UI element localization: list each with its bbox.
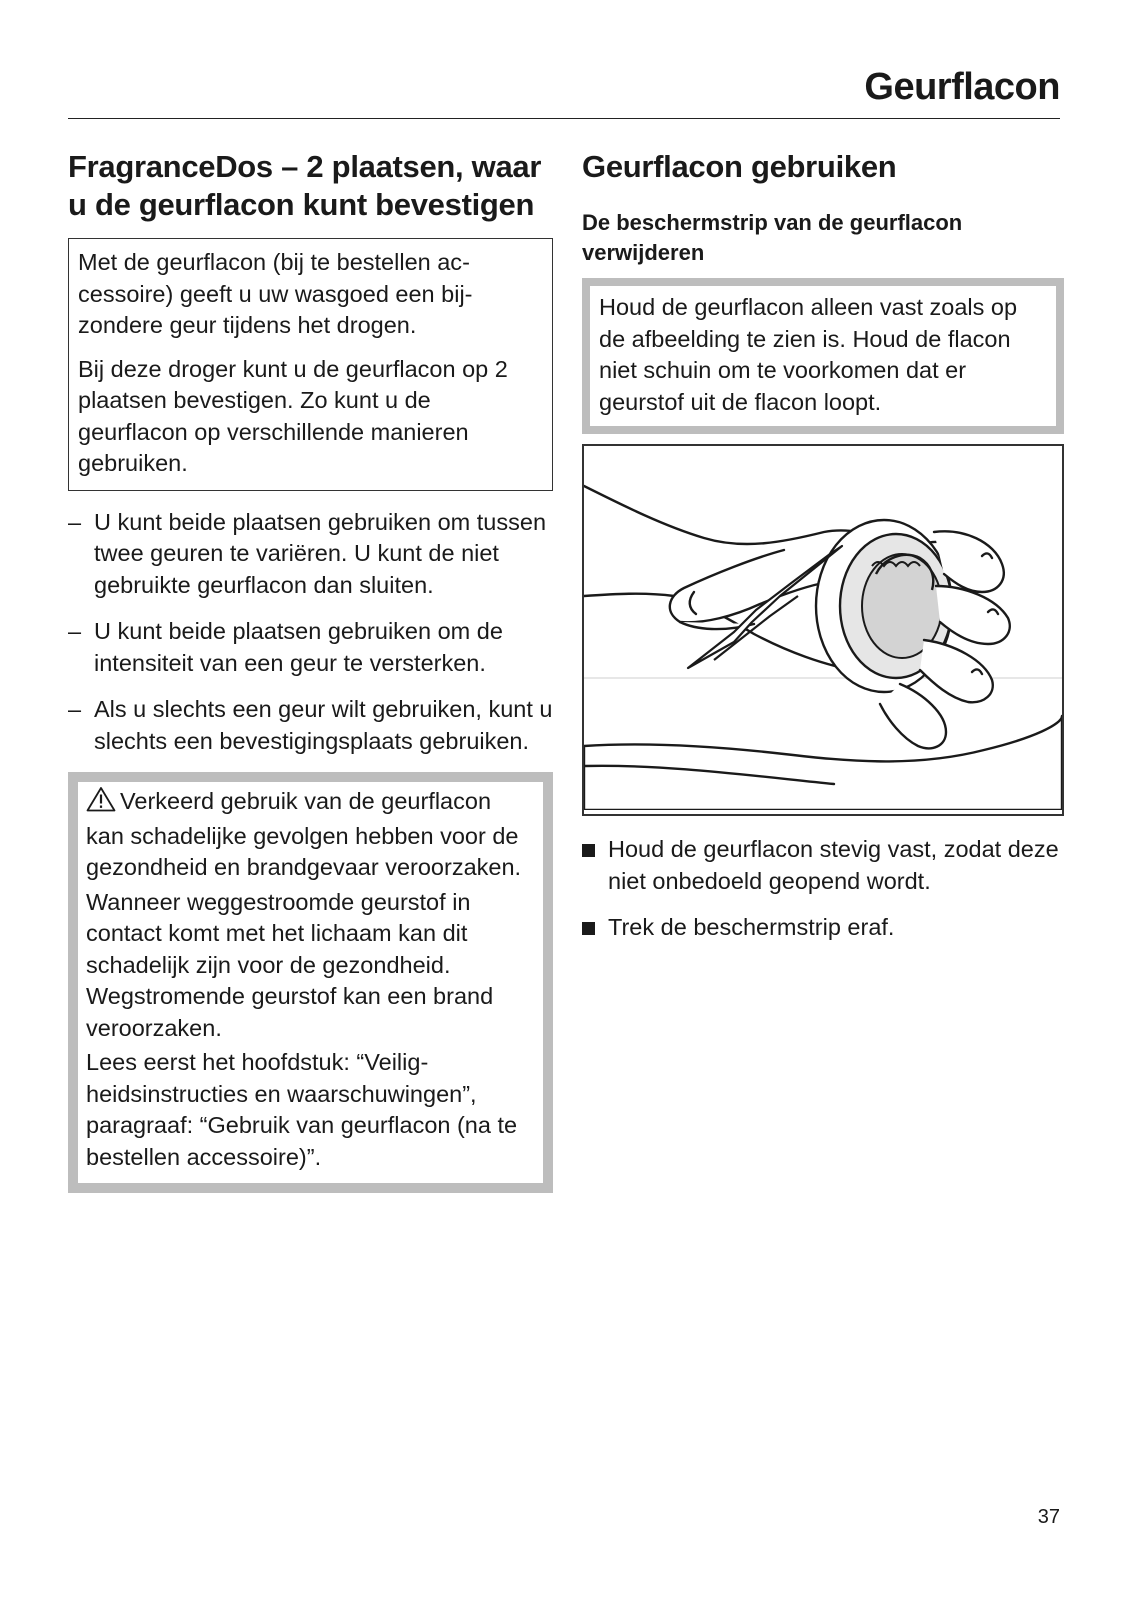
page-title: Geurflacon <box>864 66 1060 108</box>
list-item-text: U kunt beide plaatsen gebruiken om tussen twee geuren te variëren. U kunt de niet gebruikte geurflacon dan sluiten. <box>94 508 547 598</box>
hand-holding-fragrance-flacon-illustration <box>582 444 1064 816</box>
warning-paragraph: Wanneer weggestroomde geurstof in contact komt met het lichaam kan dit schadelijk zijn voor de gezondheid. Wegstromende geurstof kan een brand veroorzaken. <box>86 888 494 1041</box>
warning-paragraph: Lees eerst het hoofdstuk: “Veiligheidsinstructies en waarschuwingen”, paragraaf: “Gebruik van geurflacon (na te bestellen accessoire)”. <box>86 1049 518 1170</box>
handling-note-box <box>582 278 1064 434</box>
note-text: Houd de geurflacon alleen vast zoals op de afbeelding te zien is. Houd de flacon niet schuin om te voorkomen dat er geurstof uit de flacon loopt. <box>599 294 1018 415</box>
warning-box <box>68 772 553 1193</box>
list-item <box>582 834 1064 897</box>
intro-paragraph: Bij deze droger kunt u de geurflacon op 2 plaatsen bevestigen. Zo kunt u de geurflacon op verschillende manieren gebruiken. <box>78 355 508 476</box>
dash-bullet: – <box>68 508 82 535</box>
list-item-text: Als u slechts een geur wilt gebruiken, kunt u slechts een bevestigingsplaats gebruiken. <box>94 696 553 754</box>
right-column <box>582 148 1064 959</box>
intro-paragraph: Met de geurflacon (bij te bestellen accessoire) geeft u uw wasgoed een bijzondere geur tijdens het drogen. <box>78 249 473 338</box>
square-bullet-icon <box>582 844 595 857</box>
left-column <box>68 148 553 1193</box>
warning-triangle-icon <box>86 786 116 821</box>
header-divider <box>68 118 1060 119</box>
page-number: 37 <box>1037 1506 1060 1528</box>
dash-bullet: – <box>68 618 82 644</box>
warning-paragraph <box>86 786 535 884</box>
intro-info-box <box>68 238 553 491</box>
usage-options-list <box>68 507 553 758</box>
list-item-text: Houd de geurflacon stevig vast, zodat deze niet onbedoeld geopend wordt. <box>608 836 1059 894</box>
dash-bullet: – <box>68 696 82 722</box>
section-heading-fragrancedos: FragranceDos – 2 plaatsen, waar u de geurflacon kunt bevestigen <box>68 149 542 222</box>
warning-text: Verkeerd gebruik van de geurflacon kan schadelijke gevolgen hebben voor de gezondheid en brandgevaar veroorzaken. <box>86 788 522 880</box>
subheading-remove-strip: De beschermstrip van de geurflacon verwijderen <box>582 210 963 265</box>
list-item-text: U kunt beide plaatsen gebruiken om de intensiteit van een geur te versterken. <box>94 618 503 676</box>
square-bullet-icon <box>582 922 595 935</box>
list-item <box>68 616 553 679</box>
list-item <box>582 912 1064 944</box>
section-heading-usage: Geurflacon gebruiken <box>582 149 897 184</box>
list-item <box>68 507 553 602</box>
instruction-steps-list <box>582 834 1064 944</box>
list-item <box>68 694 553 757</box>
list-item-text: Trek de beschermstrip eraf. <box>608 914 895 940</box>
